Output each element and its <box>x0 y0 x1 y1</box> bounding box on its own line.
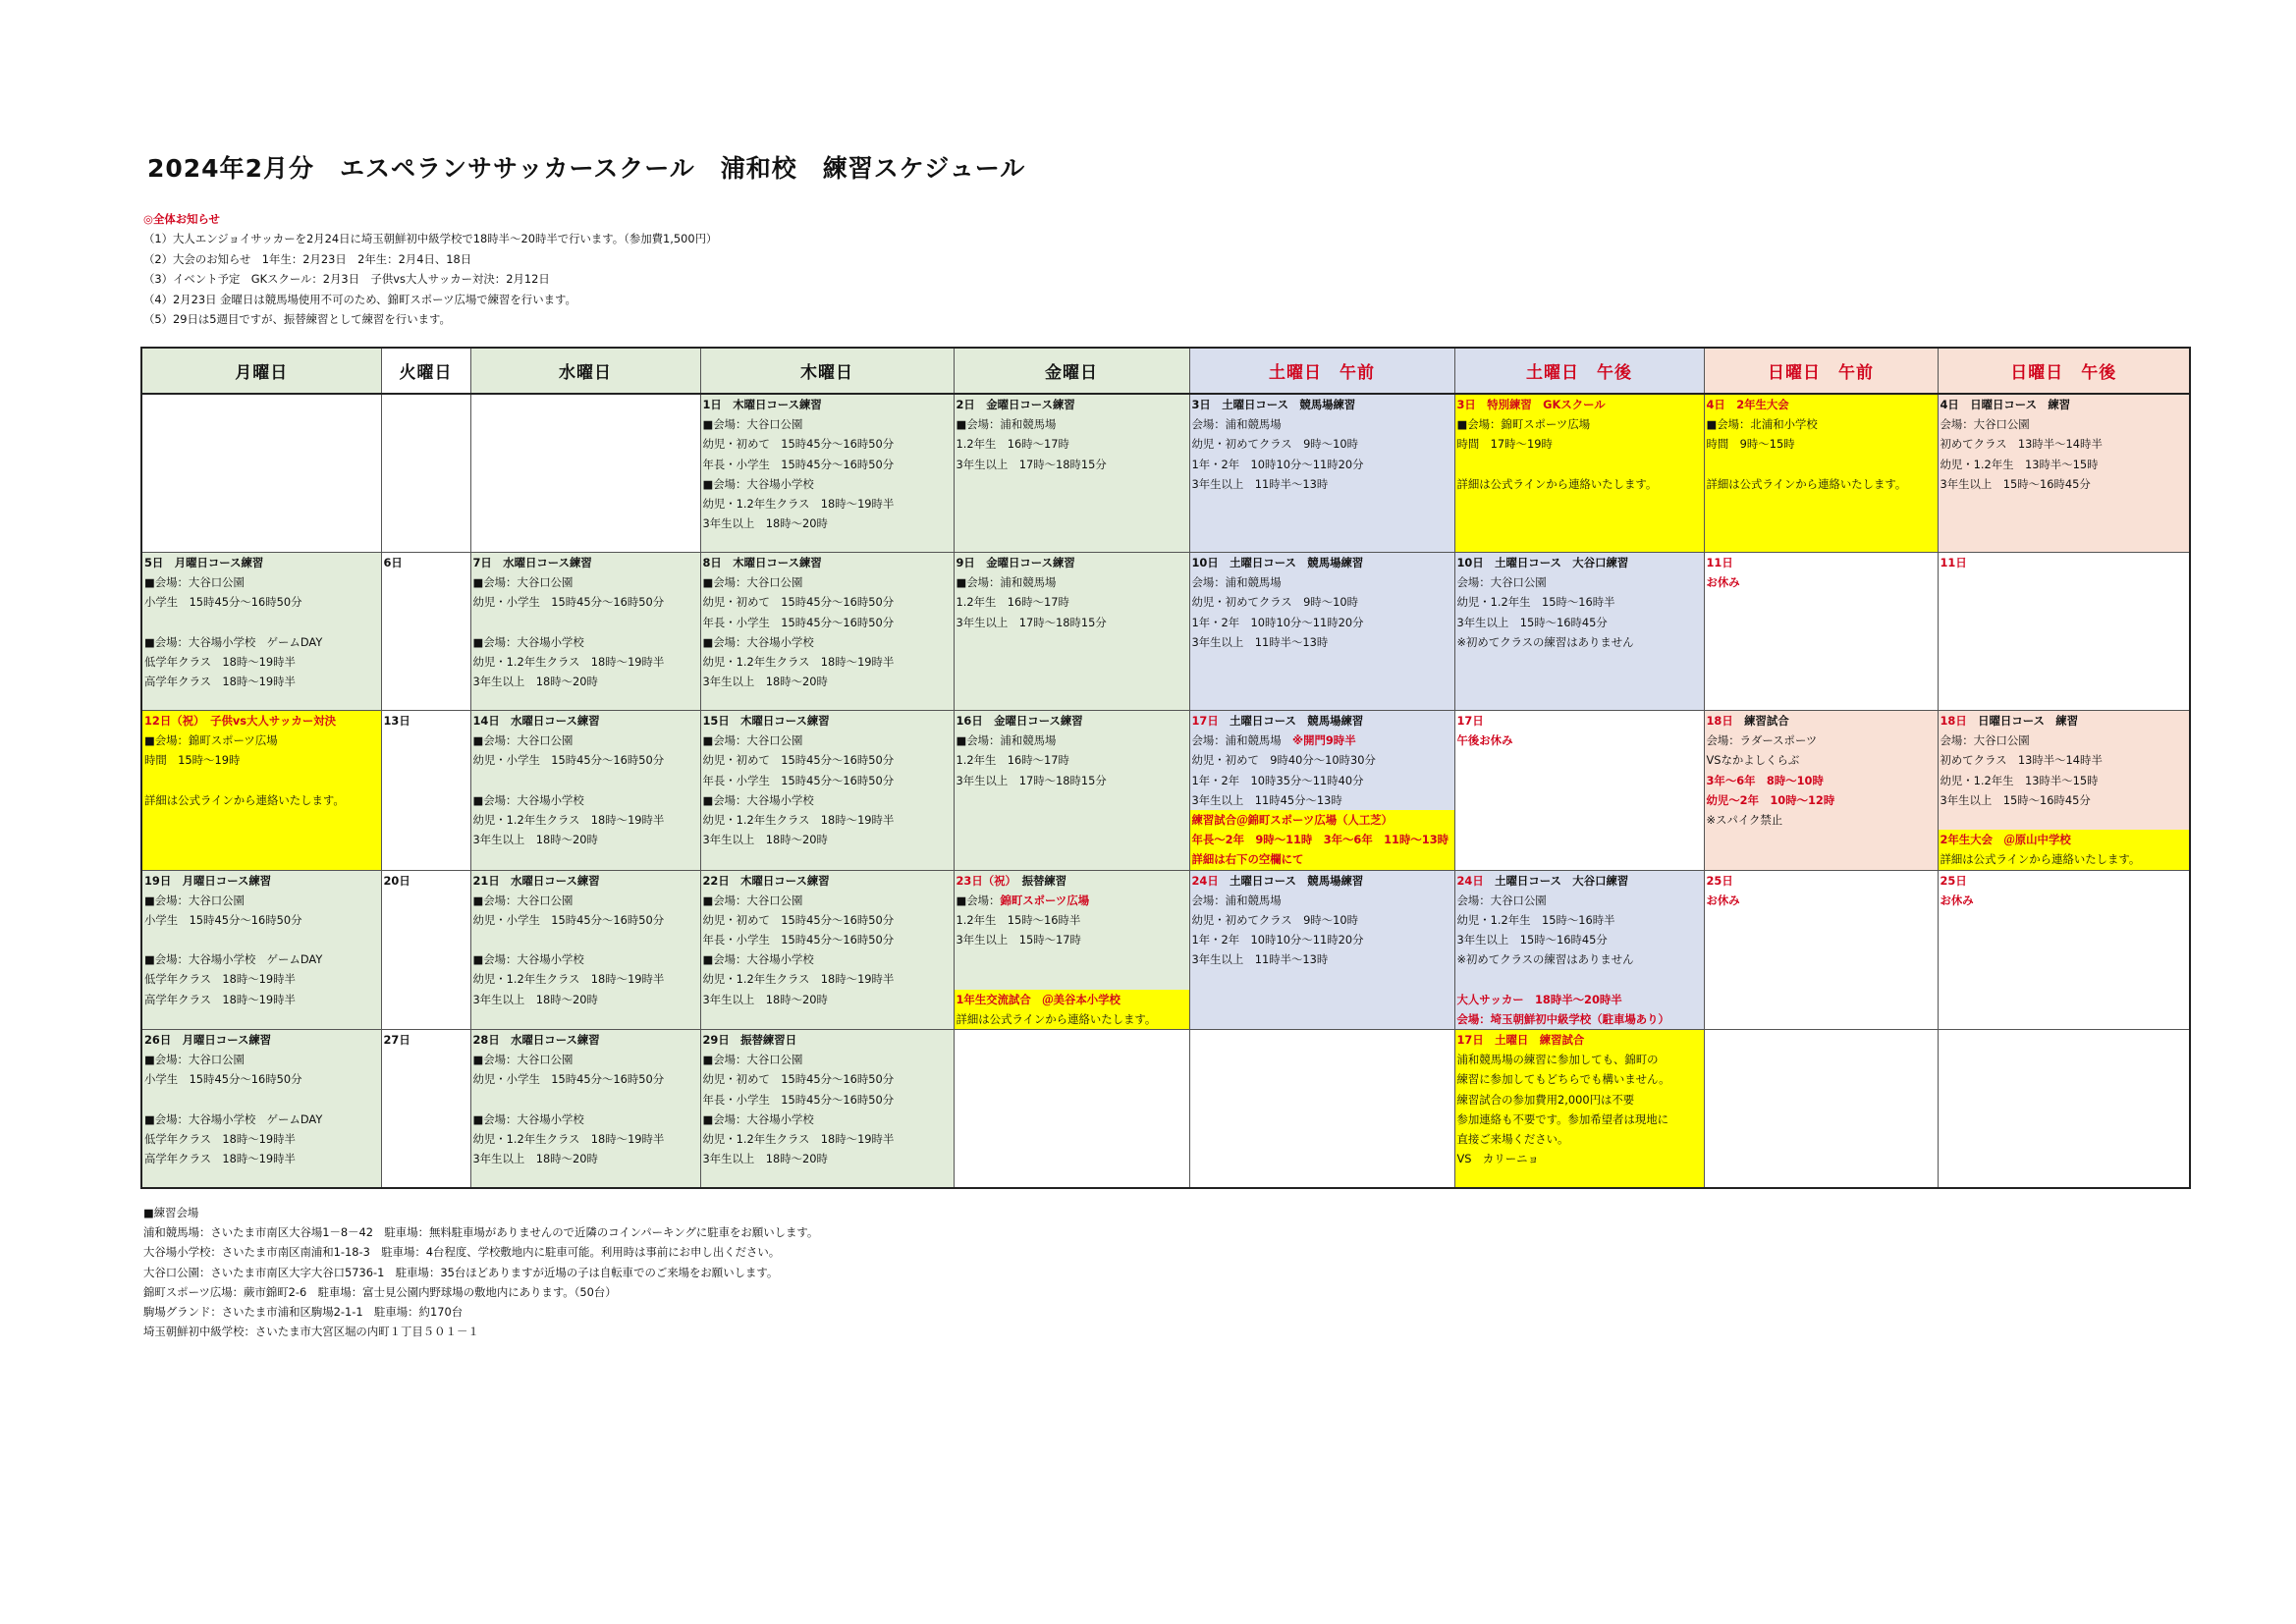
venue-item: 大谷場小学校：さいたま市南区南浦和1-18-3 駐車場：4台程度、学校敷地内に駐車可能。利用時は事前にお申し出ください。 <box>143 1245 781 1260</box>
cell-line: 25日 <box>1706 873 1733 888</box>
cell-line: 幼児・1.2年生クラス 18時～19時半 <box>472 654 665 669</box>
cell-line: 幼児・初めて 9時40分～10時30分 <box>1191 753 1376 768</box>
day-cell <box>470 394 700 553</box>
header-friday: 金曜日 <box>954 348 1189 394</box>
cell-line: 3年生以上 18時～20時 <box>702 833 828 847</box>
day-cell <box>381 711 470 871</box>
cell-line: ■会場：大谷場小学校 <box>702 792 814 807</box>
cell-line: 幼児・1.2年生クラス 18時～19時半 <box>702 972 895 987</box>
cell-line: 3年生以上 15時～16時45分 <box>1940 476 2091 491</box>
cell-line: 会場：大谷口公園 <box>1940 417 2030 432</box>
cell-line: 初めてクラス 13時半～14時半 <box>1940 437 2103 452</box>
cell-line: 3年生以上 18時～20時 <box>702 675 828 689</box>
cell-line: 25日 <box>1940 873 1967 888</box>
day-cell <box>1454 553 1704 711</box>
cell-line: 低学年クラス 18時～19時半 <box>144 972 296 987</box>
header-wednesday: 水曜日 <box>470 348 700 394</box>
cell-line: お休み <box>1940 893 1974 907</box>
day-cell <box>954 1030 1189 1189</box>
cell-line: 時間 9時～15時 <box>1706 437 1795 452</box>
cell-line: 会場：浦和競馬場 <box>1191 893 1282 907</box>
header-tuesday: 火曜日 <box>381 348 470 394</box>
header-monday: 月曜日 <box>141 348 381 394</box>
cell-line: 詳細は公式ラインから連絡いたします。 <box>144 792 345 807</box>
cell-line: 幼児・1.2年生クラス 18時～19時半 <box>472 1131 665 1146</box>
cell-line: 幼児・初めてクラス 9時～10時 <box>1191 437 1358 452</box>
schedule-table <box>140 347 2191 1189</box>
day-cell <box>470 553 700 711</box>
cell-line: 参加連絡も不要です。参加希望者は現地に <box>1456 1111 1669 1126</box>
cell-line: 18日 日曜日コース 練習 <box>1940 714 2079 728</box>
cell-line: 会場：大谷口公園 <box>1940 733 2030 748</box>
cell-line: 3年生以上 18時～20時 <box>702 992 828 1006</box>
day-cell <box>700 1030 954 1189</box>
venue-item: 大谷口公園：さいたま市南区大字大谷口5736-1 駐車場：35台ほどありますが近場の子は自転車でのご来場をお願いします。 <box>143 1265 779 1279</box>
cell-line: 17日 <box>1456 714 1484 728</box>
cell-line: 会場：浦和競馬場 ※開門9時半 <box>1191 733 1356 748</box>
cell-line: ■会場：大谷口公園 <box>702 893 803 907</box>
cell-line: 3年生以上 18時～20時 <box>472 1152 598 1166</box>
week-row <box>141 870 2190 1030</box>
cell-line <box>142 771 381 790</box>
cell-line: 11日 <box>1940 556 1967 569</box>
cell-line: ■会場：浦和競馬場 <box>956 575 1057 590</box>
cell-line: 1.2年生 16時～17時 <box>956 437 1069 452</box>
day-cell <box>1189 870 1454 1030</box>
cell-line: 年長～2年 9時～11時 3年～6年 11時～13時 <box>1190 830 1454 849</box>
cell-line <box>1455 455 1704 474</box>
cell-line: 幼児・初めてクラス 9時～10時 <box>1191 595 1358 610</box>
cell-line <box>142 613 381 632</box>
cell-line: ■会場：大谷場小学校 ゲームDAY <box>144 952 323 967</box>
date-label: 18日 <box>1940 714 1967 728</box>
day-cell <box>1704 553 1938 711</box>
cell-line: 3年生以上 11時45分～13時 <box>1191 792 1342 807</box>
cell-line: 7日 水曜日コース練習 <box>472 556 592 569</box>
cell-line: ■会場：大谷場小学校 <box>472 634 584 649</box>
cell-line: 幼児・1.2年生クラス 18時～19時半 <box>702 654 895 669</box>
cell-line: 23日（祝） 振替練習 <box>956 873 1067 888</box>
cell-line: 28日 水曜日コース練習 <box>472 1033 600 1047</box>
cell-line: 幼児・初めて 15時45分～16時50分 <box>702 595 895 610</box>
cell-line: ※初めてクラスの練習はありません <box>1456 634 1634 649</box>
day-cell <box>1704 1030 1938 1189</box>
cell-line <box>955 969 1189 989</box>
cell-line: 3日 特別練習 GKスクール <box>1456 398 1606 411</box>
cell-line: ■会場：錦町スポーツ広場 <box>956 893 1090 907</box>
cell-line: ■会場：浦和競馬場 <box>956 733 1057 748</box>
cell-line: 幼児・1.2年生 15時～16時半 <box>1456 595 1615 610</box>
cell-line: 3年生以上 17時～18時15分 <box>956 615 1107 629</box>
day-cell <box>954 711 1189 871</box>
cell-line: 練習試合の参加費用2,000円は不要 <box>1456 1092 1635 1107</box>
cell-line: ※スパイク禁止 <box>1706 812 1783 827</box>
cell-line: 21日 水曜日コース練習 <box>472 873 600 888</box>
cell-line: ■会場：北浦和小学校 <box>1706 417 1818 432</box>
cell-line: 幼児～2年 10時～12時 <box>1706 792 1835 807</box>
cell-line: 3年生以上 15時～17時 <box>956 933 1081 947</box>
cell-line <box>1939 810 2190 830</box>
cell-line: 幼児・1.2年生クラス 18時～19時半 <box>472 972 665 987</box>
cell-line: 16日 金曜日コース練習 <box>956 714 1083 728</box>
cell-line: 9日 金曜日コース練習 <box>956 556 1075 569</box>
day-cell <box>141 711 381 871</box>
day-cell <box>1704 394 1938 553</box>
cell-line: 3年生以上 18時～20時 <box>702 516 828 531</box>
cell-line: 3年生以上 18時～20時 <box>472 992 598 1006</box>
cell-line: 5日 月曜日コース練習 <box>144 556 264 569</box>
cell-line: 1年・2年 10時10分～11時20分 <box>1191 457 1364 471</box>
cell-line: ■会場：大谷場小学校 ゲームDAY <box>144 1111 323 1126</box>
cell-line: 会場：浦和競馬場 <box>1191 417 1282 432</box>
day-cell <box>141 870 381 1030</box>
cell-line: 29日 振替練習日 <box>702 1033 797 1047</box>
cell-line: 幼児・1.2年生クラス 18時～19時半 <box>702 812 895 827</box>
cell-line: ■会場：大谷場小学校 ゲームDAY <box>144 634 323 649</box>
cell-line: 低学年クラス 18時～19時半 <box>144 654 296 669</box>
venue-item: 浦和競馬場：さいたま市南区大谷場1－8－42 駐車場：無料駐車場がありませんので近隣のコインパーキングに駐車をお願いします。 <box>143 1225 819 1240</box>
cell-line <box>955 949 1189 969</box>
day-cell <box>1938 711 2190 871</box>
notice-item: （3）イベント予定 GKスクール：2月3日 子供vs大人サッカー対決：2月12日 <box>143 272 550 287</box>
venue-item: 埼玉朝鮮初中級学校：さいたま市大宮区堀の内町１丁目５０１－１ <box>143 1325 479 1339</box>
cell-line: VSなかよしくらぶ <box>1706 753 1800 768</box>
day-cell <box>1454 711 1704 871</box>
cell-line: 幼児・小学生 15時45分～16時50分 <box>472 753 665 768</box>
cell-line: 練習試合＠錦町スポーツ広場（人工芝） <box>1190 810 1454 830</box>
day-cell <box>1454 870 1704 1030</box>
cell-line: 会場：浦和競馬場 <box>1191 575 1282 590</box>
highlight-text: ※開門9時半 <box>1292 733 1356 748</box>
cell-line: お休み <box>1706 893 1740 907</box>
notice-item: （4）2月23日 金曜日は競馬場使用不可のため、錦町スポーツ広場で練習を行います。 <box>143 292 576 306</box>
day-cell <box>1938 1030 2190 1189</box>
date-label: 24日 <box>1456 873 1484 888</box>
day-cell <box>381 1030 470 1189</box>
day-cell <box>1189 1030 1454 1189</box>
venue-item: 駒場グランド：さいたま市浦和区駒場2-1-1 駐車場：約170台 <box>143 1305 464 1320</box>
cell-line: 会場：大谷口公園 <box>1456 575 1547 590</box>
cell-line: ■会場：大谷口公園 <box>472 893 574 907</box>
cell-line <box>471 1090 700 1110</box>
cell-line: 3年生以上 17時～18時15分 <box>956 457 1107 471</box>
cell-line: 3年生以上 15時～16時45分 <box>1456 933 1608 947</box>
cell-line: 13日 <box>383 714 410 728</box>
cell-line: 11日 <box>1706 556 1733 569</box>
venue-heading: ■練習会場 <box>143 1206 199 1219</box>
cell-line: ■会場：大谷口公園 <box>144 1053 245 1067</box>
cell-line: 1年・2年 10時10分～11時20分 <box>1191 933 1364 947</box>
day-cell <box>470 711 700 871</box>
cell-line: 1年・2年 10時35分～11時40分 <box>1191 773 1364 787</box>
week-row <box>141 1030 2190 1189</box>
day-cell <box>141 394 381 553</box>
notice-item: （5）29日は5週目ですが、振替練習として練習を行います。 <box>143 312 451 327</box>
date-label: 18日 <box>1706 714 1733 728</box>
cell-line: ※初めてクラスの練習はありません <box>1456 952 1634 967</box>
cell-line: 幼児・1.2年生 13時半～15時 <box>1940 773 2099 787</box>
day-cell <box>1938 394 2190 553</box>
day-cell <box>1704 711 1938 871</box>
cell-line: ■会場：大谷場小学校 <box>702 476 814 491</box>
cell-line: 練習に参加してもどちらでも構いません。 <box>1456 1072 1670 1087</box>
cell-line: 1.2年生 15時～16時半 <box>956 912 1081 927</box>
cell-line: 8日 木曜日コース練習 <box>702 556 822 569</box>
cell-line: 6日 <box>383 556 403 569</box>
cell-line <box>1705 455 1938 474</box>
cell-line: 14日 水曜日コース練習 <box>472 714 600 728</box>
cell-line: ■会場：大谷場小学校 <box>472 792 584 807</box>
cell-line: 3年生以上 15時～16時45分 <box>1456 615 1608 629</box>
cell-line: 幼児・1.2年生 15時～16時半 <box>1456 912 1615 927</box>
cell-line: 3年生以上 11時半～13時 <box>1191 952 1329 967</box>
week-row <box>141 394 2190 553</box>
day-cell <box>954 553 1189 711</box>
cell-line: 22日 木曜日コース練習 <box>702 873 830 888</box>
cell-line: 幼児・小学生 15時45分～16時50分 <box>472 1072 665 1087</box>
day-cell <box>141 1030 381 1189</box>
cell-line: 幼児・初めて 15時45分～16時50分 <box>702 1072 895 1087</box>
cell-line: 会場：ラダースポーツ <box>1706 733 1818 748</box>
cell-line: ■会場：大谷口公園 <box>702 417 803 432</box>
cell-line: 幼児・初めて 15時45分～16時50分 <box>702 912 895 927</box>
cell-line: 幼児・小学生 15時45分～16時50分 <box>472 912 665 927</box>
day-cell <box>700 394 954 553</box>
day-cell <box>381 394 470 553</box>
cell-line <box>471 771 700 790</box>
cell-line: 詳細は公式ラインから連絡いたします。 <box>1939 849 2190 869</box>
cell-line <box>1455 969 1704 989</box>
highlight-text: 錦町スポーツ広場 <box>1000 893 1090 907</box>
header-saturday-pm: 土曜日 午後 <box>1454 348 1704 394</box>
header-row <box>141 348 2190 394</box>
cell-line: 詳細は公式ラインから連絡いたします。 <box>955 1009 1189 1029</box>
day-cell <box>470 1030 700 1189</box>
cell-line: 会場：大谷口公園 <box>1456 893 1547 907</box>
cell-line: 24日 土曜日コース 大谷口練習 <box>1456 873 1629 888</box>
page-title: 2024年2月分 エスペランササッカースクール 浦和校 練習スケジュール <box>147 154 1026 183</box>
cell-line: 会場：埼玉朝鮮初中級学校（駐車場あり） <box>1456 1011 1669 1026</box>
cell-line: 小学生 15時45分～16時50分 <box>144 1072 302 1087</box>
cell-line: 3年～6年 8時～10時 <box>1706 773 1824 787</box>
cell-line: 時間 17時～19時 <box>1456 437 1553 452</box>
day-cell <box>1189 711 1454 871</box>
cell-line: ■会場：大谷場小学校 <box>472 952 584 967</box>
cell-line: 10日 土曜日コース 競馬場練習 <box>1191 556 1364 569</box>
day-cell <box>381 553 470 711</box>
cell-line: VS カリーニョ <box>1456 1152 1539 1166</box>
date-label: 24日 <box>1191 873 1219 888</box>
cell-line: ■会場：大谷口公園 <box>702 733 803 748</box>
cell-line: ■会場：大谷口公園 <box>472 1053 574 1067</box>
cell-line: 幼児・1.2年生 13時半～15時 <box>1940 457 2099 471</box>
cell-line: 幼児・初めて 15時45分～16時50分 <box>702 437 895 452</box>
cell-line: 1年・2年 10時10分～11時20分 <box>1191 615 1364 629</box>
cell-line <box>142 1090 381 1110</box>
cell-line: 3年生以上 17時～18時15分 <box>956 773 1107 787</box>
cell-line: 27日 <box>383 1033 410 1047</box>
cell-line: 幼児・初めて 15時45分～16時50分 <box>702 753 895 768</box>
cell-line: 年長・小学生 15時45分～16時50分 <box>702 1092 895 1107</box>
cell-line: 小学生 15時45分～16時50分 <box>144 595 302 610</box>
general-notice <box>143 209 717 329</box>
cell-line: ■会場：大谷口公園 <box>472 733 574 748</box>
day-cell <box>1938 553 2190 711</box>
cell-line: ■会場：大谷口公園 <box>472 575 574 590</box>
cell-line: ■会場：大谷口公園 <box>702 575 803 590</box>
notice-heading: ◎全体お知らせ <box>143 212 220 226</box>
cell-line: 大人サッカー 18時半～20時半 <box>1456 992 1622 1006</box>
cell-line: ■会場：大谷場小学校 <box>702 952 814 967</box>
cell-line: 17日 土曜日 練習試合 <box>1456 1033 1585 1047</box>
day-cell <box>1454 394 1704 553</box>
cell-line: 詳細は公式ラインから連絡いたします。 <box>1456 476 1658 491</box>
cell-line: 19日 月曜日コース練習 <box>144 873 272 888</box>
cell-line: 20日 <box>383 873 410 888</box>
cell-line: 年長・小学生 15時45分～16時50分 <box>702 933 895 947</box>
cell-line: 3年生以上 15時～16時45分 <box>1940 792 2091 807</box>
cell-line: 幼児・1.2年生クラス 18時～19時半 <box>702 1131 895 1146</box>
cell-line <box>471 613 700 632</box>
cell-line: 年長・小学生 15時45分～16時50分 <box>702 457 895 471</box>
cell-line: 浦和競馬場の練習に参加しても、錦町の <box>1456 1053 1659 1067</box>
cell-line: ■会場：大谷場小学校 <box>702 634 814 649</box>
cell-line: 高学年クラス 18時～19時半 <box>144 1152 296 1166</box>
header-sunday-am: 日曜日 午前 <box>1704 348 1938 394</box>
cell-line: 1.2年生 16時～17時 <box>956 595 1069 610</box>
day-cell <box>954 394 1189 553</box>
header-thursday: 木曜日 <box>700 348 954 394</box>
cell-line: 3年生以上 11時半～13時 <box>1191 476 1329 491</box>
header-saturday-am: 土曜日 午前 <box>1189 348 1454 394</box>
cell-line: 3日 土曜日コース 競馬場練習 <box>1191 398 1356 411</box>
cell-line: 詳細は公式ラインから連絡いたします。 <box>1706 476 1907 491</box>
cell-line: 直接ご来場ください。 <box>1456 1131 1569 1146</box>
day-cell <box>1189 394 1454 553</box>
day-cell <box>700 553 954 711</box>
cell-line: 1.2年生 16時～17時 <box>956 753 1069 768</box>
cell-line: 年長・小学生 15時45分～16時50分 <box>702 615 895 629</box>
header-sunday-pm: 日曜日 午後 <box>1938 348 2190 394</box>
cell-line: 26日 月曜日コース練習 <box>144 1033 272 1047</box>
cell-line: 小学生 15時45分～16時50分 <box>144 912 302 927</box>
cell-line: ■会場：浦和競馬場 <box>956 417 1057 432</box>
week-row <box>141 553 2190 711</box>
cell-line: ■会場：錦町スポーツ広場 <box>144 733 278 748</box>
cell-line: ■会場：大谷口公園 <box>144 575 245 590</box>
cell-line: 初めてクラス 13時半～14時半 <box>1940 753 2103 768</box>
cell-line: 12日（祝） 子供vs大人サッカー対決 <box>144 714 336 728</box>
cell-line: 2日 金曜日コース練習 <box>956 398 1075 411</box>
cell-line: 1日 木曜日コース練習 <box>702 398 822 411</box>
cell-line: 4日 2年生大会 <box>1706 398 1789 411</box>
week-row <box>141 711 2190 871</box>
cell-line: 低学年クラス 18時～19時半 <box>144 1131 296 1146</box>
cell-line <box>471 930 700 949</box>
cell-line: 幼児・1.2年生クラス 18時～19時半 <box>702 496 895 511</box>
day-cell <box>700 711 954 871</box>
day-cell <box>141 553 381 711</box>
day-cell <box>700 870 954 1030</box>
cell-line <box>142 930 381 949</box>
cell-line: 幼児・小学生 15時45分～16時50分 <box>472 595 665 610</box>
cell-line: ■会場：大谷場小学校 <box>702 1111 814 1126</box>
venue-list <box>143 1203 818 1341</box>
cell-line: 3年生以上 18時～20時 <box>472 833 598 847</box>
cell-line: 幼児・初めてクラス 9時～10時 <box>1191 912 1358 927</box>
cell-line: 1年生交流試合 ＠美谷本小学校 <box>955 990 1189 1009</box>
cell-line: 3年生以上 18時～20時 <box>472 675 598 689</box>
cell-line: 幼児・1.2年生クラス 18時～19時半 <box>472 812 665 827</box>
cell-line: 3年生以上 11時半～13時 <box>1191 634 1329 649</box>
cell-line: 24日 土曜日コース 競馬場練習 <box>1191 873 1364 888</box>
cell-line: 年長・小学生 15時45分～16時50分 <box>702 773 895 787</box>
day-cell <box>1704 870 1938 1030</box>
cell-line: 時間 15時～19時 <box>144 753 241 768</box>
venue-item: 錦町スポーツ広場：蕨市錦町2-6 駐車場：富士見公園内野球場の敷地内にあります。（50台） <box>143 1284 617 1299</box>
day-cell <box>381 870 470 1030</box>
cell-line: ■会場：錦町スポーツ広場 <box>1456 417 1591 432</box>
cell-line: お休み <box>1706 575 1740 590</box>
notice-item: （1）大人エンジョイサッカーを2月24日に埼玉朝鮮初中級学校で18時半～20時半で行います。（参加費1,500円） <box>143 232 718 246</box>
date-label: 17日 <box>1191 714 1219 728</box>
cell-line: 午後お休み <box>1456 733 1513 748</box>
day-cell <box>1938 870 2190 1030</box>
day-cell <box>954 870 1189 1030</box>
cell-line: 3年生以上 18時～20時 <box>702 1152 828 1166</box>
cell-line: 17日 土曜日コース 競馬場練習 <box>1191 714 1364 728</box>
cell-line: 18日 練習試合 <box>1706 714 1789 728</box>
cell-line: 15日 木曜日コース練習 <box>702 714 830 728</box>
date-label: 23日（祝） <box>956 873 1011 888</box>
cell-line: 高学年クラス 18時～19時半 <box>144 675 296 689</box>
cell-line: 高学年クラス 18時～19時半 <box>144 992 296 1006</box>
cell-line: 4日 日曜日コース 練習 <box>1940 398 2071 411</box>
cell-line: ■会場：大谷口公園 <box>144 893 245 907</box>
day-cell <box>1189 553 1454 711</box>
cell-line: 10日 土曜日コース 大谷口練習 <box>1456 556 1629 569</box>
cell-line: 詳細は右下の空欄にて <box>1190 849 1454 869</box>
cell-line: 2年生大会 ＠原山中学校 <box>1939 830 2190 849</box>
cell-line: ■会場：大谷口公園 <box>702 1053 803 1067</box>
notice-item: （2）大会のお知らせ 1年生：2月23日 2年生：2月4日、18日 <box>143 251 472 266</box>
day-cell <box>470 870 700 1030</box>
day-cell <box>1454 1030 1704 1189</box>
cell-line: ■会場：大谷場小学校 <box>472 1111 584 1126</box>
